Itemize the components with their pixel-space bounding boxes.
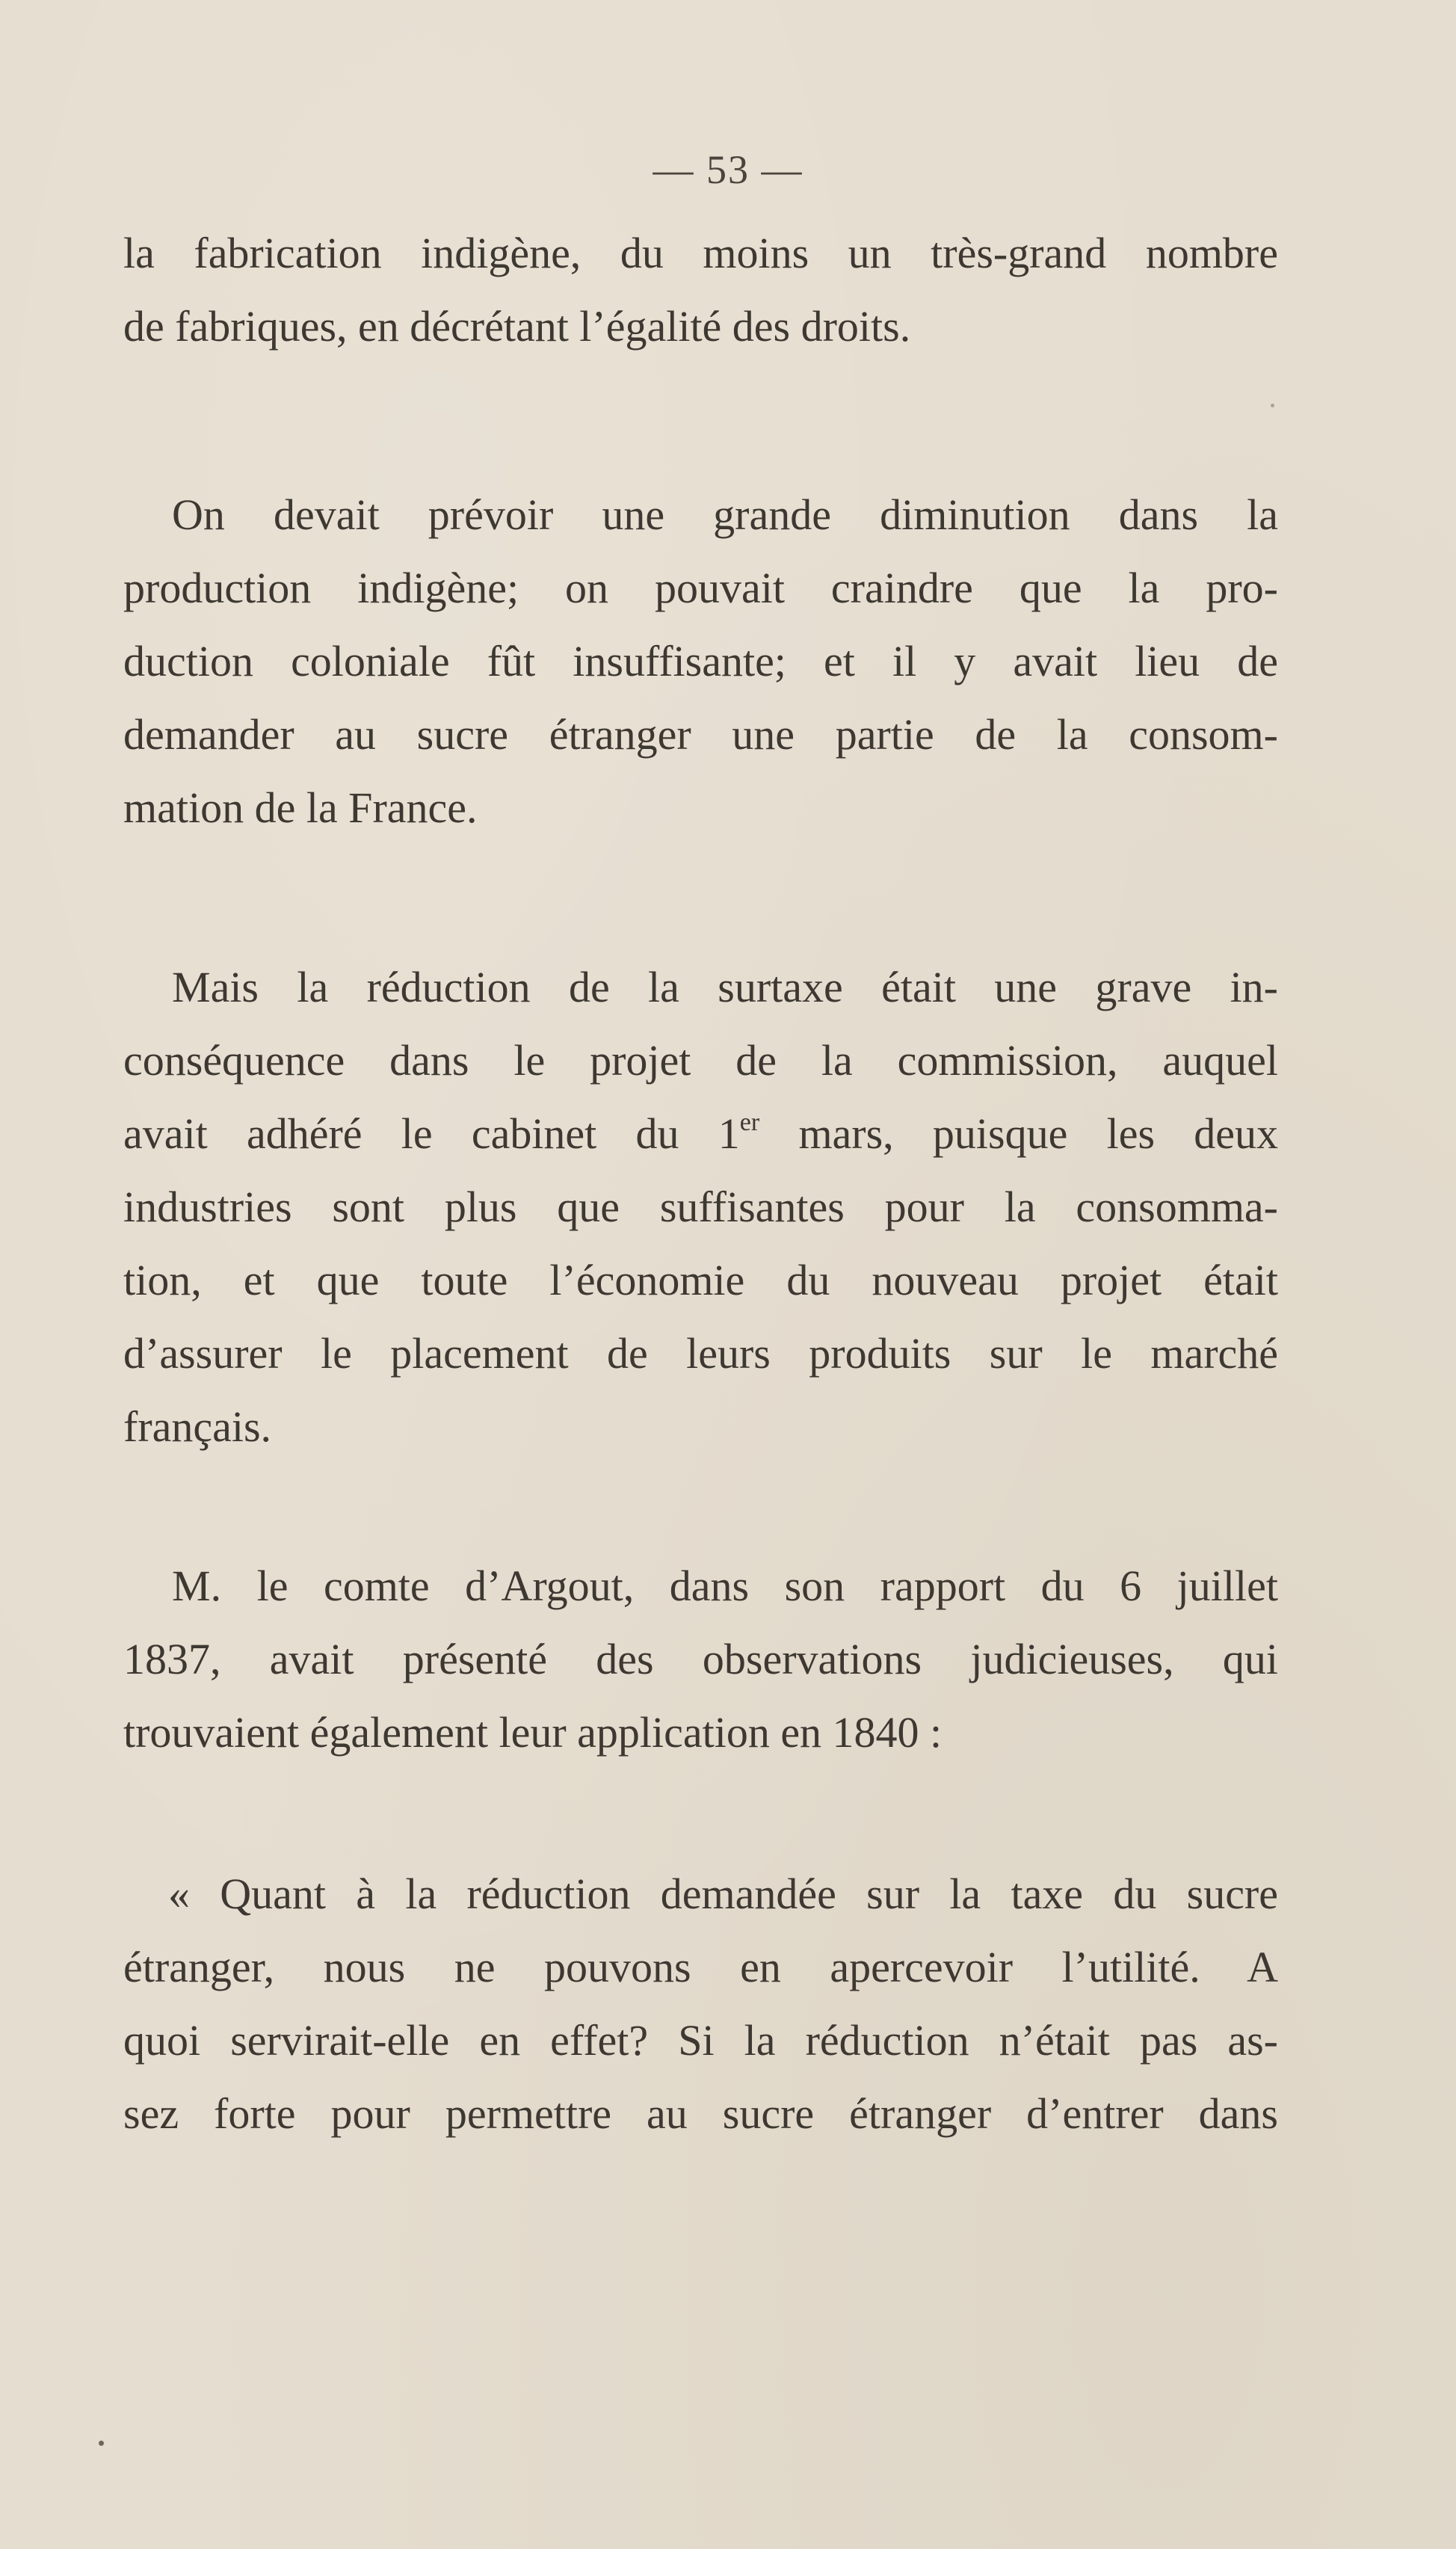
text-line: production indigène; on pouvait craindre que la pro- bbox=[123, 564, 1278, 612]
text-line: français. bbox=[123, 1402, 272, 1451]
text-line: « Quant à la réduction demandée sur la taxe du sucre bbox=[168, 1870, 1278, 1918]
paragraph-4 bbox=[123, 1550, 1278, 1769]
text-fragment: avait adhéré le cabinet du 1 bbox=[123, 1109, 740, 1158]
text-line: mation de la France. bbox=[123, 783, 478, 832]
text-line: conséquence dans le projet de la commission, auquel bbox=[123, 1036, 1278, 1085]
paragraph-1 bbox=[123, 217, 1278, 363]
text-line-with-superscript bbox=[123, 1097, 1278, 1171]
text-fragment: mars, puisque les deux bbox=[759, 1109, 1279, 1158]
paragraph-5 bbox=[123, 1858, 1278, 2151]
text-line: demander au sucre étranger une partie de la consom- bbox=[123, 710, 1278, 759]
text-line: tion, et que toute l’économie du nouveau projet était bbox=[123, 1256, 1278, 1304]
paper-speck bbox=[1271, 404, 1274, 407]
paragraph-2 bbox=[123, 478, 1278, 845]
text-line: Mais la réduction de la surtaxe était une grave in- bbox=[172, 963, 1278, 1011]
text-line: M. le comte d’Argout, dans son rapport du 6 juillet bbox=[172, 1562, 1278, 1610]
page-number: — 53 — bbox=[653, 147, 803, 192]
text-line: trouvaient également leur application en 1840 : bbox=[123, 1708, 943, 1757]
text-line: On devait prévoir une grande diminution dans la bbox=[172, 490, 1278, 539]
text-line: 1837, avait présenté des observations judicieuses, qui bbox=[123, 1635, 1278, 1683]
text-line: d’assurer le placement de leurs produits sur le marché bbox=[123, 1329, 1278, 1378]
text-line: étranger, nous ne pouvons en apercevoir l’utilité. A bbox=[123, 1943, 1278, 1991]
paragraph-3 bbox=[123, 951, 1278, 1464]
text-line: quoi servirait-elle en effet? Si la réduction n’était pas as- bbox=[123, 2016, 1278, 2065]
text-line: de fabriques, en décrétant l’égalité des droits. bbox=[123, 302, 911, 351]
superscript: er bbox=[739, 1109, 760, 1136]
text-line: industries sont plus que suffisantes pour la consomma- bbox=[123, 1183, 1278, 1231]
text-line: la fabrication indigène, du moins un très-grand nombre bbox=[123, 229, 1278, 277]
paper-speck bbox=[99, 2441, 104, 2446]
text-line: duction coloniale fût insuffisante; et il y avait lieu de bbox=[123, 637, 1278, 685]
text-line: sez forte pour permettre au sucre étranger d’entrer dans bbox=[123, 2089, 1278, 2138]
